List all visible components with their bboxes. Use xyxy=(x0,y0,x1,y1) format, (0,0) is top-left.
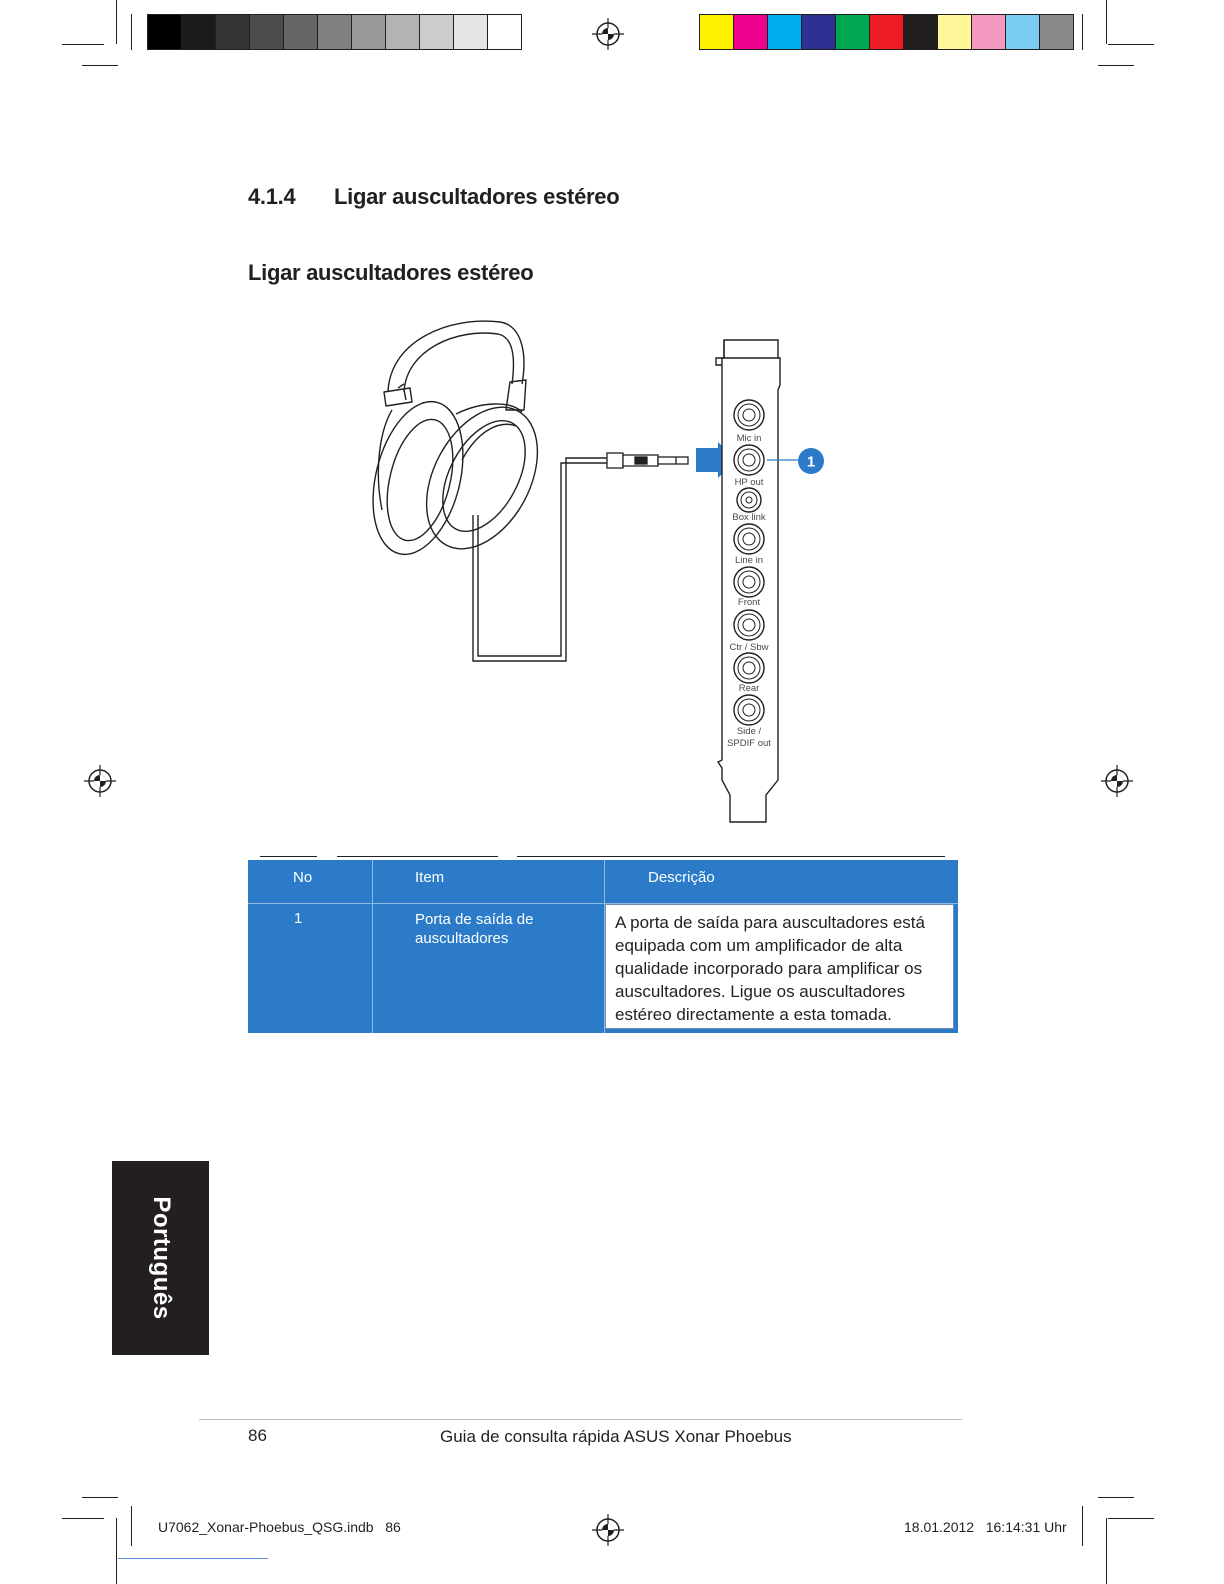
table-rule xyxy=(517,856,945,857)
color-swatch xyxy=(181,14,215,50)
table-rule xyxy=(260,856,317,857)
port-label: Mic in xyxy=(736,433,762,444)
table-header-row xyxy=(248,860,958,904)
language-label: Português xyxy=(147,1196,175,1320)
registration-mark-icon xyxy=(592,18,624,50)
color-swatch xyxy=(903,14,937,50)
color-swatch xyxy=(801,14,835,50)
color-swatch xyxy=(937,14,971,50)
color-swatch xyxy=(385,14,419,50)
header-item: Item xyxy=(373,860,605,904)
color-swatch xyxy=(869,14,903,50)
color-swatch xyxy=(699,14,733,50)
port-label: Front xyxy=(737,597,761,608)
color-swatch xyxy=(147,14,181,50)
color-swatch xyxy=(453,14,487,50)
cell-description: A porta de saída para auscultadores está equipada com um amplificador de alta qualidade incorporado para amplificar os auscultadores. Ligue os auscultadores estéreo directamente a esta tomada. xyxy=(605,904,954,1029)
port-label: Ctr / Sbw xyxy=(729,642,769,653)
headphone-connection-diagram xyxy=(360,310,840,830)
headphones-icon xyxy=(360,321,560,568)
port-label: Side / xyxy=(736,726,762,737)
color-swatch xyxy=(351,14,385,50)
port-label: Box link xyxy=(732,512,766,523)
audio-plug-icon xyxy=(607,453,688,468)
color-swatch xyxy=(767,14,801,50)
color-swatch xyxy=(971,14,1005,50)
color-swatch xyxy=(317,14,351,50)
header-description: Descrição xyxy=(605,860,959,904)
port-label: HP out xyxy=(734,477,764,488)
color-swatches xyxy=(699,14,1074,50)
slug-file: U7062_Xonar-Phoebus_QSG.indb 86 xyxy=(158,1519,401,1535)
grayscale-swatches xyxy=(147,14,522,50)
color-swatch xyxy=(487,14,522,50)
registration-mark-icon xyxy=(592,1514,624,1546)
cell-item: Porta de saída de auscultadores xyxy=(373,904,605,1034)
subsection-title: Ligar auscultadores estéreo xyxy=(248,260,534,285)
registration-mark-icon xyxy=(1101,765,1133,797)
color-swatch xyxy=(215,14,249,50)
page-number: 86 xyxy=(248,1426,267,1445)
spec-table xyxy=(248,860,958,1033)
color-swatch xyxy=(419,14,453,50)
section-title: Ligar auscultadores estéreo xyxy=(334,184,620,209)
registration-mark-icon xyxy=(84,765,116,797)
table-rule xyxy=(337,856,498,857)
color-swatch xyxy=(1039,14,1074,50)
cell-no: 1 xyxy=(248,904,373,1034)
port-label: Rear xyxy=(738,683,760,694)
header-no: No xyxy=(248,860,373,904)
language-side-tab xyxy=(112,1161,209,1355)
color-swatch xyxy=(283,14,317,50)
color-swatch xyxy=(835,14,869,50)
port-label: Line in xyxy=(735,555,763,566)
footer-title: Guia de consulta rápida ASUS Xonar Phoebus xyxy=(440,1427,792,1446)
color-swatch xyxy=(249,14,283,50)
section-number: 4.1.4 xyxy=(248,184,296,209)
port-label: SPDIF out xyxy=(727,738,771,749)
table-row xyxy=(248,904,958,1034)
color-swatch xyxy=(733,14,767,50)
footer-rule xyxy=(199,1419,962,1420)
callout-number: 1 xyxy=(806,453,816,471)
slug-timestamp: 18.01.2012 16:14:31 Uhr xyxy=(904,1519,1067,1535)
color-swatch xyxy=(1005,14,1039,50)
